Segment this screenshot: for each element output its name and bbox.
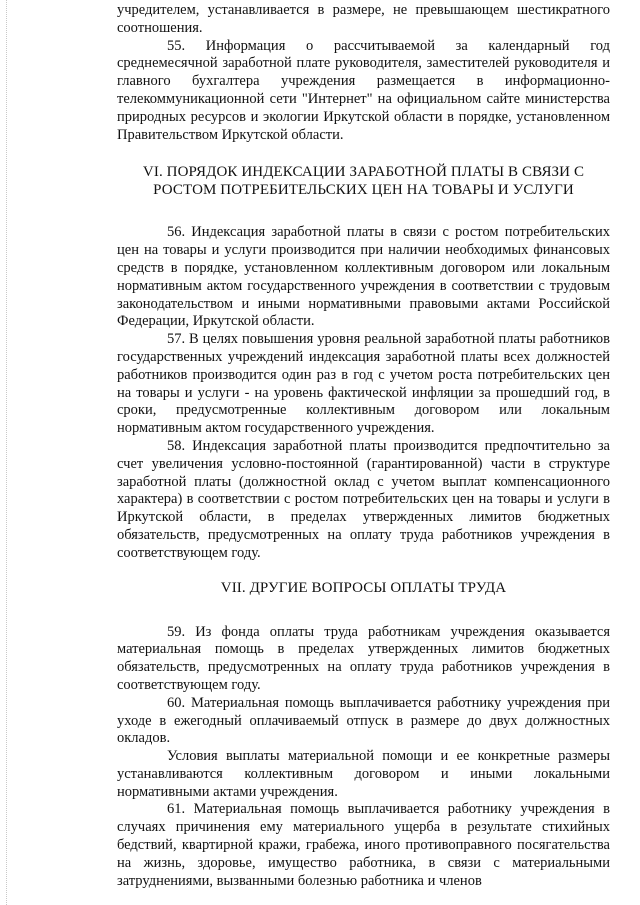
paragraph-57: 57. В целях повышения уровня реальной заработной платы работников государственных учреждений индексация заработной платы всех должностей работников производится один раз в год с учетом роста потребительских цен на товары и услуги - на уровень фактической инфляции за прошедший год, в сроки, предусмотренные коллективным договором или локальным нормативным актом государственного учреждения.	[117, 331, 610, 437]
paragraph-58: 58. Индексация заработной платы производится предпочтительно за счет увеличения условно-постоянной (гарантированной) части в структуре заработной платы (должностной оклад с учетом выплат компенсационного характера) в соответствии с ростом потребительских цен на товары и услуги в Иркутской области, в пределах утвержденных лимитов бюджетных обязательств, предусмотренных на оплату труда работников учреждения в соответствующем году.	[117, 437, 610, 561]
paragraph-56: 56. Индексация заработной платы в связи с ростом потребительских цен на товары и услуги производится при наличии необходимых финансовых средств в порядке, установленном коллективным договором или локальным нормативным актом государственного учреждения в соответствии с трудовым законодательством и иными нормативными правовыми актами Российской Федерации, Иркутской области.	[117, 224, 610, 330]
paragraph-60-conditions: Условия выплаты материальной помощи и ее конкретные размеры устанавливаются коллективным договором и иными локальными нормативными актами учреждения.	[117, 748, 610, 800]
paragraph-55: 55. Информация о рассчитываемой за календарный год среднемесячной заработной плате руководителя, заместителей руководителя и главного бухгалтера учреждения размещается в информационно-телекоммуникационной сети "Интернет" на официальном сайте министерства природных ресурсов и экологии Иркутской области в порядке, установленном Правительством Иркутской области.	[117, 37, 610, 143]
paragraph-60: 60. Материальная помощь выплачивается работнику учреждения при уходе в ежегодный оплачиваемый отпуск в размере до двух должностных окладов.	[117, 694, 610, 747]
paragraph-59: 59. Из фонда оплаты труда работникам учреждения оказывается материальная помощь в пределах утвержденных лимитов бюджетных обязательств, предусмотренных на оплату труда работников учреждения в соответствующем году.	[117, 623, 610, 693]
section-heading-vi-line-2: РОСТОМ ПОТРЕБИТЕЛЬСКИХ ЦЕН НА ТОВАРЫ И УСЛУГИ	[153, 182, 574, 199]
section-heading-vii: VII. ДРУГИЕ ВОПРОСЫ ОПЛАТЫ ТРУДА	[220, 579, 507, 596]
section-heading-vi-line-1: VI. ПОРЯДОК ИНДЕКСАЦИИ ЗАРАБОТНОЙ ПЛАТЫ В СВЯЗИ С	[142, 164, 585, 181]
paragraph-continuation: учредителем, устанавливается в размере, не превышающем шестикратного соотношения.	[117, 2, 610, 36]
section-heading-vi	[117, 163, 610, 199]
scan-edge-mark	[6, 0, 8, 905]
paragraph-61: 61. Материальная помощь выплачивается работнику учреждения в случаях причинения ему материального ущерба в результате стихийных бедствий, квартирной кражи, грабежа, иного противоправного посягательства на жизнь, здоровье, имущество работника, в связи с материальными затруднениями, вызванными болезнью работника и членов	[117, 801, 610, 889]
